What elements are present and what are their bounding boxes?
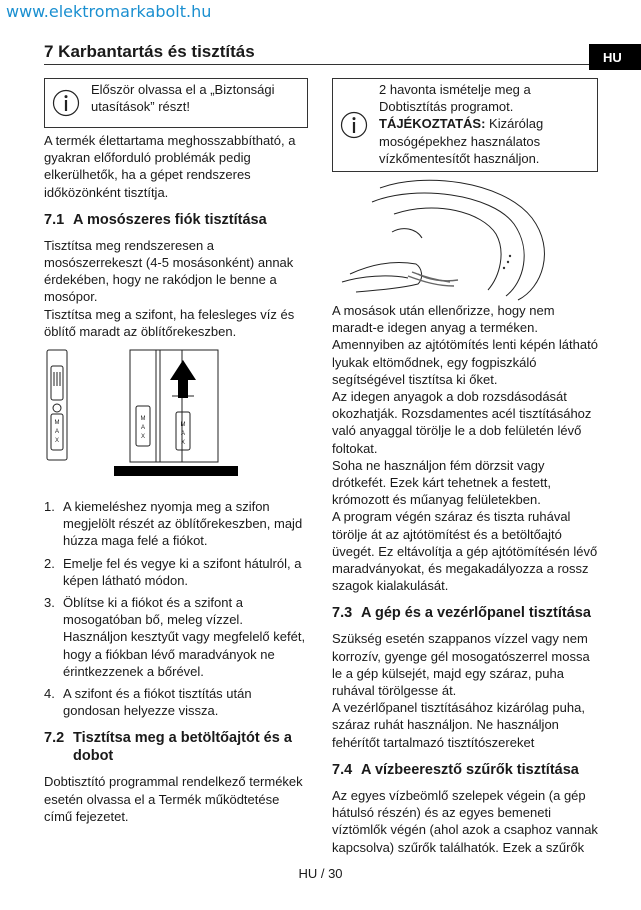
list-item xyxy=(44,498,308,550)
paragraph: Tisztítsa meg rendszeresen a mosószerrekeszt (4-5 mosásonként) annak érdekében, hogy ne rakódjon le benne a mosópor. xyxy=(44,237,294,305)
door-seal-illustration xyxy=(332,178,598,302)
intro-paragraph: A termék élettartama meghosszabbítható, a gyakran előforduló problémák pedig elkerülhetők, ha a gépet rendszeres időközönként tisztítja. xyxy=(44,133,296,200)
paragraph: A program végén száraz és tiszta ruhával törölje át az ajtótömítést és a betöltőajtó üvegét. Ez eltávolítja a gép ajtótömítésén lévő maradványokat, és megakadályozza a rossz szagok kialakulását. xyxy=(332,509,598,594)
safety-info-text: Először olvassa el a „Biztonsági utasítások” részt! xyxy=(91,82,275,115)
chapter-divider xyxy=(44,64,596,65)
section-title: A mosószeres fiók tisztítása xyxy=(73,211,267,228)
paragraph: Az egyes vízbeömlő szelepek végein (a gép hátulsó részén) és az egyes bemeneti víztömlők végén (ahol azok a csaphoz vannak kapcsolva) szűrők találhatók. Ezek a szűrők xyxy=(332,787,598,855)
up-arrow-icon xyxy=(170,360,196,398)
section-title: A gép és a vezérlőpanel tisztítása xyxy=(361,605,591,622)
section-number: 7.4 xyxy=(332,761,353,778)
section-title: A vízbeeresztő szűrők tisztítása xyxy=(361,761,579,778)
paragraph: A mosások után ellenőrizze, hogy nem maradt-e idegen anyag a terméken. xyxy=(332,303,555,336)
max-letter: X xyxy=(181,440,186,447)
paragraph: Amennyiben az ajtótömítés lenti képén látható lyukak eltömődnek, egy fogpiszkáló segítségével tisztítsa ki őket. xyxy=(332,337,598,387)
step-text: A szifont és a fiókot tisztítás után gondosan helyezze vissza. xyxy=(63,686,252,719)
step-text: A kiemeléshez nyomja meg a szifon megjelölt részét az öblítőrekeszben, majd húzza maga felé a fiókot. xyxy=(63,499,303,549)
info-note: Kizárólag mosógépekhez használatos vízkőmentesítőt használjon. xyxy=(379,116,544,166)
max-letter: A xyxy=(141,425,146,432)
paragraph: Szükség esetén szappanos vízzel vagy nem korrozív, gyenge gél mosogatószerrel mossa le a gép külsejét, majd egy száraz, puha ruhával törölgesse át. xyxy=(332,631,590,699)
step-number: 3. xyxy=(44,595,55,611)
info-icon xyxy=(333,79,375,171)
section-title: Tisztítsa meg a betöltőajtót és a dobot xyxy=(73,730,292,765)
paragraph: Dobtisztító programmal rendelkező termékek esetén olvassa el a Termék működtetése című fejezetet. xyxy=(44,774,303,824)
section-7-1-heading xyxy=(44,211,308,229)
paragraph: Az idegen anyagok a dob rozsdásodását okozhatják. Rozsdamentes acél tisztításához való anyaggal törölje le a dob felületén lévő foltokat. xyxy=(332,389,592,456)
info-label: TÁJÉKOZTATÁS: xyxy=(379,116,486,132)
safety-info-box xyxy=(44,78,308,128)
paragraph: A vezérlőpanel tisztításához kizárólag puha, száraz ruhát használjon. Ne használjon fehérítőt tartalmazó tisztítószereket xyxy=(332,700,585,750)
left-column xyxy=(44,78,308,825)
section-7-4-heading xyxy=(332,761,598,779)
info-box-content xyxy=(375,79,597,171)
section-7-2-heading xyxy=(44,729,308,765)
list-item xyxy=(44,594,308,680)
step-text: Emelje fel és vegye ki a szifont hátulról, a képen látható módon. xyxy=(63,555,302,588)
site-url[interactable]: www.elektromarkabolt.hu xyxy=(6,2,212,21)
cleaning-steps-list xyxy=(44,498,308,719)
language-tab: HU xyxy=(589,44,641,70)
drum-clean-info-box xyxy=(332,78,598,172)
section-7-3-heading xyxy=(332,604,598,622)
max-letter: M xyxy=(180,422,186,429)
section-number: 7.2 xyxy=(44,730,65,747)
step-number: 2. xyxy=(44,555,55,571)
max-letter: X xyxy=(141,434,146,441)
max-letter: A xyxy=(55,429,60,436)
section-number: 7.3 xyxy=(332,605,353,622)
list-item xyxy=(44,685,308,719)
paragraph: Soha ne használjon fém dörzsit vagy drótkefét. Ezek kárt tehetnek a festett, krómozott és műanyag felületekben. xyxy=(332,457,551,508)
detergent-drawer-diagram xyxy=(44,346,308,492)
paragraph: Tisztítsa meg a szifont, ha felesleges víz és öblítő maradt az öblítőrekeszben. xyxy=(44,306,295,339)
right-column xyxy=(332,78,598,856)
step-number: 1. xyxy=(44,499,55,515)
chapter-title: 7 Karbantartás és tisztítás xyxy=(44,42,255,61)
max-letter: A xyxy=(181,431,186,438)
max-letter: M xyxy=(54,420,60,427)
section-number: 7.1 xyxy=(44,211,65,228)
step-text: Öblítse ki a fiókot és a szifont a mosogatóban bő, meleg vízzel. Használjon kesztyűt vagy megfelelő kefét, hogy a fiókban lévő maradványok ne érintkezzenek a bőrével. xyxy=(63,595,306,679)
max-letter: M xyxy=(140,416,146,423)
info-box-text: 2 havonta ismételje meg a Dobtisztítás programot. xyxy=(379,82,531,115)
max-letter: X xyxy=(55,438,60,445)
info-icon xyxy=(45,79,87,127)
page-number: HU / 30 xyxy=(298,866,343,881)
step-number: 4. xyxy=(44,686,55,702)
list-item xyxy=(44,555,308,589)
